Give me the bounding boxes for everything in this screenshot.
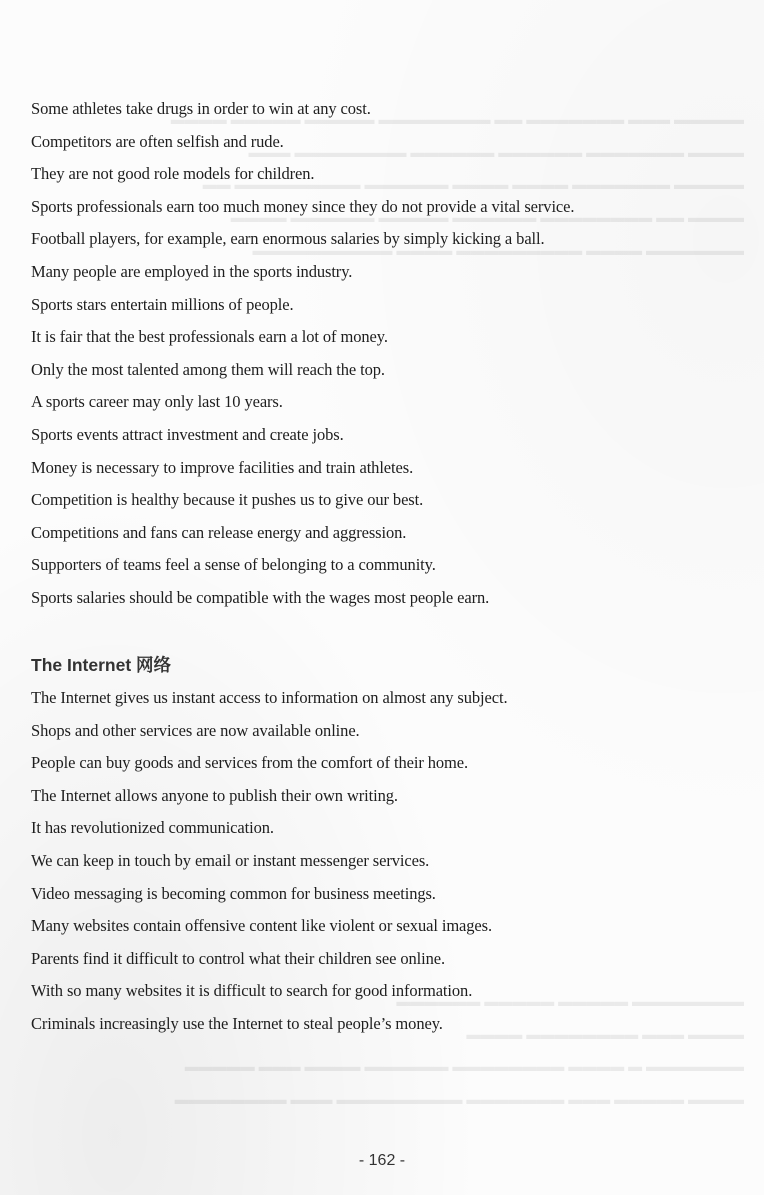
- list-item: Shops and other services are now available online.: [31, 720, 360, 740]
- list-item: Sports stars entertain millions of people.: [31, 294, 294, 314]
- list-item: Money is necessary to improve facilities and train athletes.: [31, 457, 414, 477]
- list-item: Criminals increasingly use the Internet to steal people’s money.: [31, 1013, 443, 1033]
- section-title: The Internet 网络: [31, 655, 172, 675]
- list-item: Football players, for example, earn enormous salaries by simply kicking a ball.: [31, 229, 545, 249]
- list-item: Competitions and fans can release energy and aggression.: [31, 522, 407, 542]
- list-item: The Internet allows anyone to publish their own writing.: [31, 785, 398, 805]
- list-item: The Internet gives us instant access to information on almost any subject.: [31, 688, 508, 707]
- list-item: Video messaging is becoming common for business meetings.: [31, 883, 436, 903]
- bleed-through-text: ▬▬▬▬▬ ▬▬▬ ▬▬▬▬▬▬▬ ▬▬ ▬▬▬▬▬▬▬▬ ▬▬▬▬▬ ▬▬▬▬▬ ▬▬▬▬ ▬▬▬▬ ▬▬▬▬▬▬▬ ▬▬▬▬▬▬ ▬▬▬▬▬▬ ▬▬▬▬▬▬▬▬ ▬▬▬ ▬▬▬▬▬ ▬▬▬▬▬▬▬ ▬▬▬▬ ▬▬▬▬ ▬▬▬▬▬▬ ▬▬▬▬▬▬▬▬▬ ▬▬ ▬▬▬▬ ▬▬ ▬▬▬▬▬▬▬▬ ▬▬▬▬▬▬ ▬▬▬▬▬ ▬▬▬▬▬▬ ▬▬▬▬ ▬▬▬▬▬▬▬ ▬▬▬▬ ▬▬▬▬▬▬▬▬▬ ▬▬▬▬ ▬▬▬▬▬▬▬▬▬▬: [170, 111, 744, 258]
- list-item: Competitors are often selfish and rude.: [31, 131, 284, 151]
- list-item: Some athletes take drugs in order to win at any cost.: [31, 99, 371, 118]
- list-item: Many websites contain offensive content like violent or sexual images.: [31, 916, 492, 936]
- list-item: Sports salaries should be compatible with the wages most people earn.: [31, 587, 490, 607]
- list-item: We can keep in touch by email or instant messenger services.: [31, 850, 430, 870]
- list-item: It is fair that the best professionals earn a lot of money.: [31, 327, 388, 347]
- list-item: Many people are employed in the sports industry.: [31, 261, 353, 281]
- list-item: People can buy goods and services from the comfort of their home.: [31, 753, 469, 773]
- list-item: Supporters of teams feel a sense of belonging to a community.: [31, 555, 436, 575]
- list-item: They are not good role models for children.: [31, 164, 315, 184]
- list-item: A sports career may only last 10 years.: [31, 392, 283, 412]
- list-item: With so many websites it is difficult to search for good information.: [31, 981, 473, 1001]
- internet-section: [31, 648, 731, 1041]
- list-item: Sports events attract investment and create jobs.: [31, 424, 344, 444]
- list-item: Parents find it difficult to control what their children see online.: [31, 948, 445, 968]
- bleed-through-text: ▬▬▬▬▬▬▬▬ ▬▬▬▬▬ ▬▬▬▬▬ ▬▬▬▬▬▬ ▬▬▬▬ ▬▬▬ ▬▬▬▬▬▬▬▬ ▬▬▬▬ ▬▬▬▬▬▬▬ ▬ ▬▬▬▬ ▬▬▬▬▬▬▬▬ ▬▬▬▬▬▬ ▬▬▬▬ ▬▬▬ ▬▬▬▬▬ ▬▬▬▬ ▬▬▬▬▬ ▬▬▬ ▬▬▬▬▬▬▬ ▬▬▬▬▬▬▬▬▬ ▬▬▬ ▬▬▬▬▬▬▬▬: [174, 993, 744, 1108]
- list-item: Sports professionals earn too much money since they do not provide a vital service.: [31, 196, 575, 216]
- page-number: - 162 -: [358, 1152, 406, 1169]
- list-item: Only the most talented among them will reach the top.: [31, 359, 385, 379]
- list-item: Competition is healthy because it pushes us to give our best.: [31, 490, 424, 510]
- sports-arguments-list: [31, 93, 731, 615]
- list-item: It has revolutionized communication.: [31, 818, 274, 838]
